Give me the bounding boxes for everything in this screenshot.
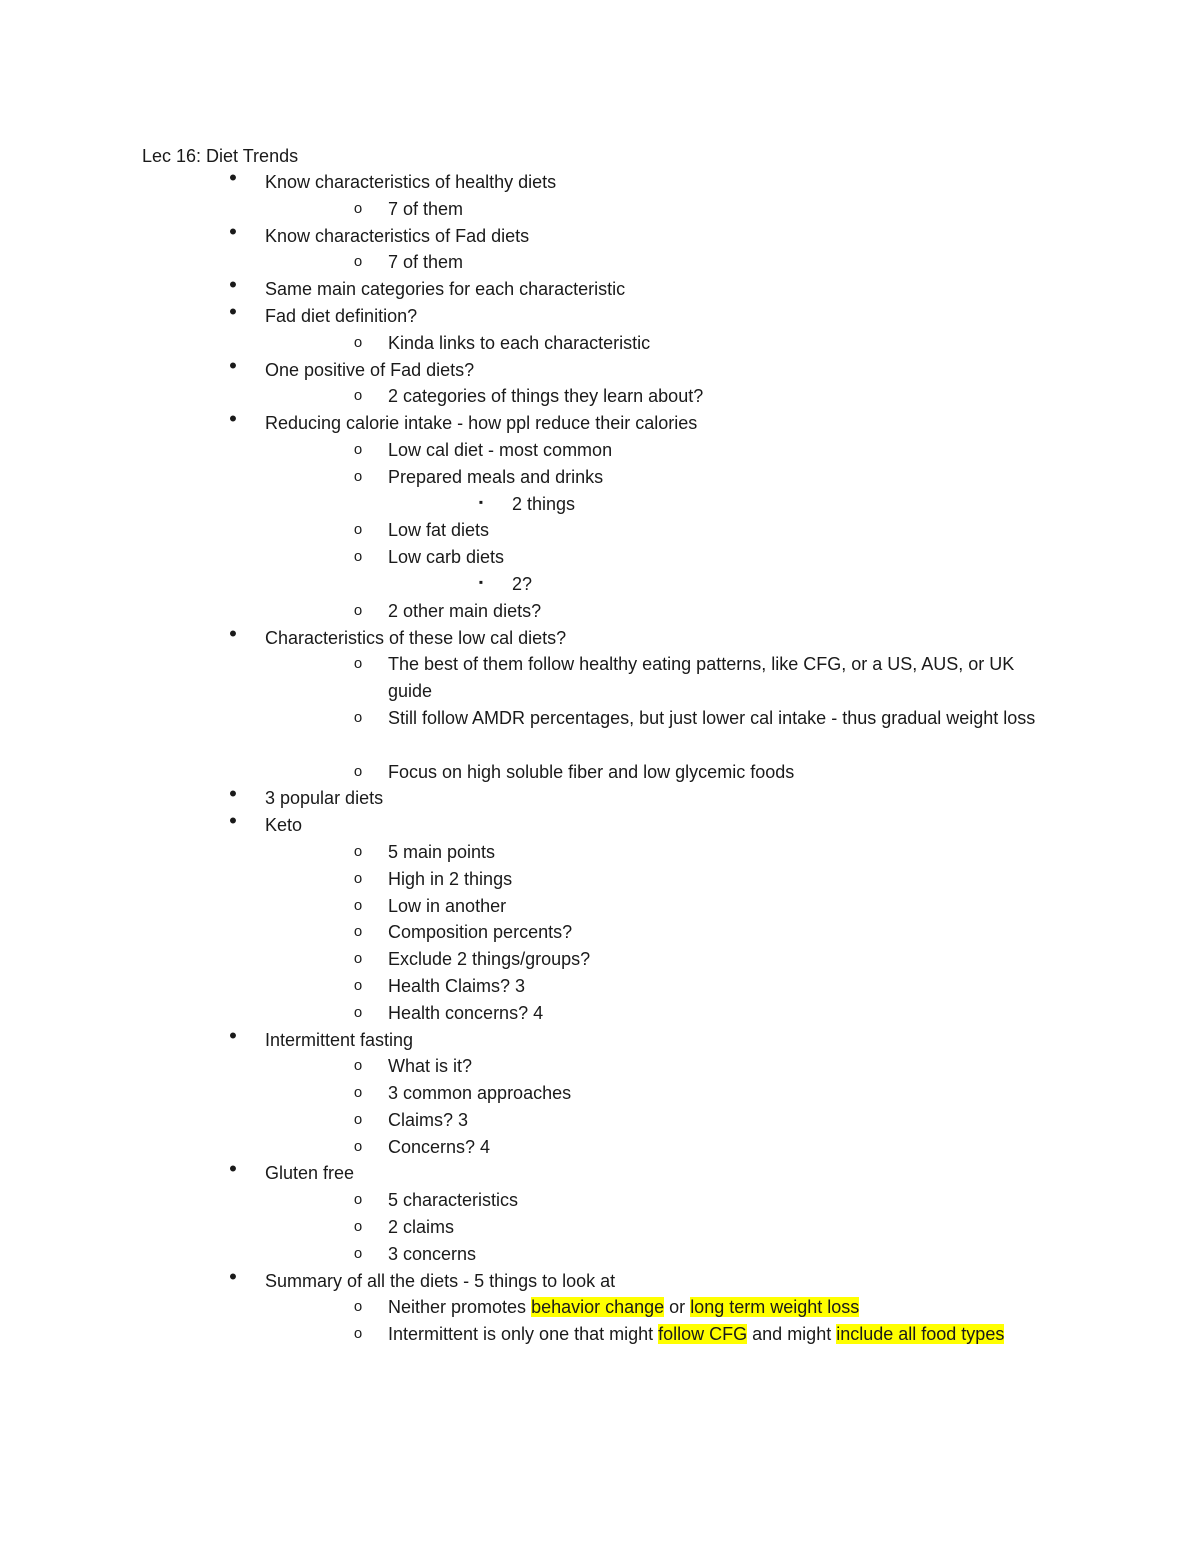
list-item-text: 5 characteristics [388,1190,519,1211]
list-item-text: Fad diet definition? [265,305,418,326]
list-item-level-2 [0,437,1200,464]
list-item-text: 7 of them [388,252,464,273]
circle-bullet-icon: o [353,467,363,485]
list-item-level-2 [0,330,1200,357]
list-item-level-2 [0,893,1200,920]
circle-bullet-icon: o [353,1218,363,1236]
circle-bullet-icon: o [353,521,363,539]
bullet-icon: • [229,808,237,834]
circle-bullet-icon: o [353,1110,363,1128]
list-item-text: Composition percents? [388,922,573,943]
list-item-level-1 [0,218,1200,250]
list-item-text: Claims? 3 [388,1109,469,1130]
circle-bullet-icon: o [353,1003,363,1021]
list-item-text: 2 things [512,493,576,514]
circle-bullet-icon: o [353,1244,363,1262]
circle-bullet-icon: o [353,1298,363,1316]
bullet-icon: • [229,298,237,324]
circle-bullet-icon: o [353,896,363,914]
list-item-level-2 [0,383,1200,410]
list-item-text: 2 categories of things they learn about? [388,386,704,407]
circle-bullet-icon: o [353,333,363,351]
list-item-text: 3 popular diets [265,788,384,809]
text-segment: or [664,1297,691,1318]
list-item-text: 5 main points [388,841,496,862]
list-item-text: 2 claims [388,1217,455,1238]
circle-bullet-icon: o [353,601,363,619]
list-item-text: Intermittent fasting [265,1029,414,1050]
list-item-level-2 [0,919,1200,946]
list-item-level-2 [0,705,1200,759]
square-bullet-icon: ▪ [478,494,484,509]
list-item-level-1 [0,808,1200,839]
list-item-level-2 [0,1080,1200,1107]
list-item-level-2 [0,1214,1200,1241]
list-item-text: 7 of them [388,198,464,219]
list-item-level-1 [0,1156,1200,1187]
list-item-text: Concerns? 4 [388,1136,491,1157]
list-item-level-3 [0,491,1200,518]
circle-bullet-icon: o [353,708,363,726]
list-item-text: Low in another [388,895,507,916]
list-item-text: Health Claims? 3 [388,975,526,996]
bullet-icon: • [229,272,237,298]
list-item-text: Same main categories for each characteristic [265,279,626,300]
list-item-level-1 [0,781,1200,812]
list-item-text [388,1294,1038,1321]
list-item-level-2 [0,946,1200,973]
circle-bullet-icon: o [353,762,363,780]
circle-bullet-icon: o [353,655,363,673]
list-item-level-2 [0,759,1200,786]
list-item-level-2 [0,866,1200,893]
list-item-level-2 [0,517,1200,544]
list-item-text: One positive of Fad diets? [265,359,475,380]
list-item-text: Kinda links to each characteristic [388,332,651,353]
bullet-icon: • [229,1156,237,1182]
list-item-level-1 [0,406,1200,437]
highlighted-text: include all food types [836,1324,1005,1345]
list-item-level-2 [0,1241,1200,1268]
circle-bullet-icon: o [353,869,363,887]
list-item-text: Reducing calorie intake - how ppl reduce their calories [265,413,698,434]
list-item-text: Exclude 2 things/groups? [388,949,591,970]
circle-bullet-icon: o [353,199,363,217]
list-item-text: Know characteristics of Fad diets [265,225,530,246]
list-item-text: What is it? [388,1056,473,1077]
circle-bullet-icon: o [353,387,363,405]
highlighted-text: long term weight loss [690,1297,860,1318]
circle-bullet-icon: o [353,1325,363,1343]
list-item-text: Summary of all the diets - 5 things to look at [265,1270,616,1291]
list-item-text: Know characteristics of healthy diets [265,172,557,192]
list-item-text: 3 common approaches [388,1083,572,1104]
list-item-level-2 [0,544,1200,571]
text-segment: Neither promotes [388,1297,532,1318]
list-item-text: Health concerns? 4 [388,1002,544,1023]
list-item-text: The best of them follow healthy eating patterns, like CFG, or a US, AUS, or UK guide [388,654,1015,702]
circle-bullet-icon: o [353,842,363,860]
list-item-level-1 [0,165,1200,196]
circle-bullet-icon: o [353,1057,363,1075]
list-item-text: Low cal diet - most common [388,439,613,460]
list-item-text: Still follow AMDR percentages, but just lower cal intake - thus gradual weight loss [388,707,1036,728]
circle-bullet-icon: o [353,923,363,941]
circle-bullet-icon: o [353,976,363,994]
circle-bullet-icon: o [353,950,363,968]
bullet-icon: • [229,165,237,190]
list-item-level-2 [0,1187,1200,1214]
list-item-level-1 [0,1022,1200,1054]
list-item-level-2 [0,1321,1200,1375]
circle-bullet-icon: o [353,440,363,458]
bullet-icon: • [229,1263,237,1289]
bullet-icon: • [229,218,237,244]
list-item-text: Focus on high soluble fiber and low glycemic foods [388,761,795,782]
list-item-level-3 [0,571,1200,598]
list-item-text: Low carb diets [388,547,505,568]
bullet-icon: • [229,406,237,432]
outline-list [0,165,1200,1375]
list-item-level-2 [0,249,1200,276]
bullet-icon: • [229,352,237,378]
list-item-text: Gluten free [265,1163,355,1184]
list-item-text: 3 concerns [388,1243,477,1264]
list-item-level-2 [0,973,1200,1000]
list-item-text: Prepared meals and drinks [388,466,604,487]
list-item-text: Keto [265,815,303,836]
list-item-level-2 [0,1107,1200,1134]
highlighted-text: behavior change [531,1297,665,1318]
list-item-level-2 [0,651,1200,705]
square-bullet-icon: ▪ [478,574,484,589]
circle-bullet-icon: o [353,1084,363,1102]
text-segment: Intermittent is only one that might [388,1324,659,1345]
list-item-level-2 [0,1000,1200,1027]
list-item-level-2 [0,1294,1200,1321]
circle-bullet-icon: o [353,253,363,271]
text-segment: and might [747,1324,837,1345]
circle-bullet-icon: o [353,548,363,566]
list-item-level-2 [0,598,1200,625]
list-item-level-1 [0,1263,1200,1295]
list-item-level-2 [0,464,1200,491]
circle-bullet-icon: o [353,1137,363,1155]
list-item-level-2 [0,1134,1200,1161]
list-item-text: 2? [512,573,533,594]
list-item-text [388,1321,1038,1348]
list-item-text: 2 other main diets? [388,600,542,621]
list-item-level-2 [0,196,1200,223]
list-item-level-2 [0,1053,1200,1080]
circle-bullet-icon: o [353,1191,363,1209]
list-item-level-2 [0,839,1200,866]
highlighted-text: follow CFG [658,1324,748,1345]
page-title: Lec 16: Diet Trends [142,146,299,166]
bullet-icon: • [229,620,237,646]
bullet-icon: • [229,781,237,807]
list-item-level-1 [0,298,1200,330]
list-item-level-1 [0,352,1200,384]
list-item-text: Characteristics of these low cal diets? [265,627,567,648]
bullet-icon: • [229,1022,237,1048]
list-item-text: High in 2 things [388,868,513,889]
list-item-text: Low fat diets [388,520,490,541]
list-item-level-1 [0,620,1200,652]
list-item-level-1 [0,272,1200,303]
